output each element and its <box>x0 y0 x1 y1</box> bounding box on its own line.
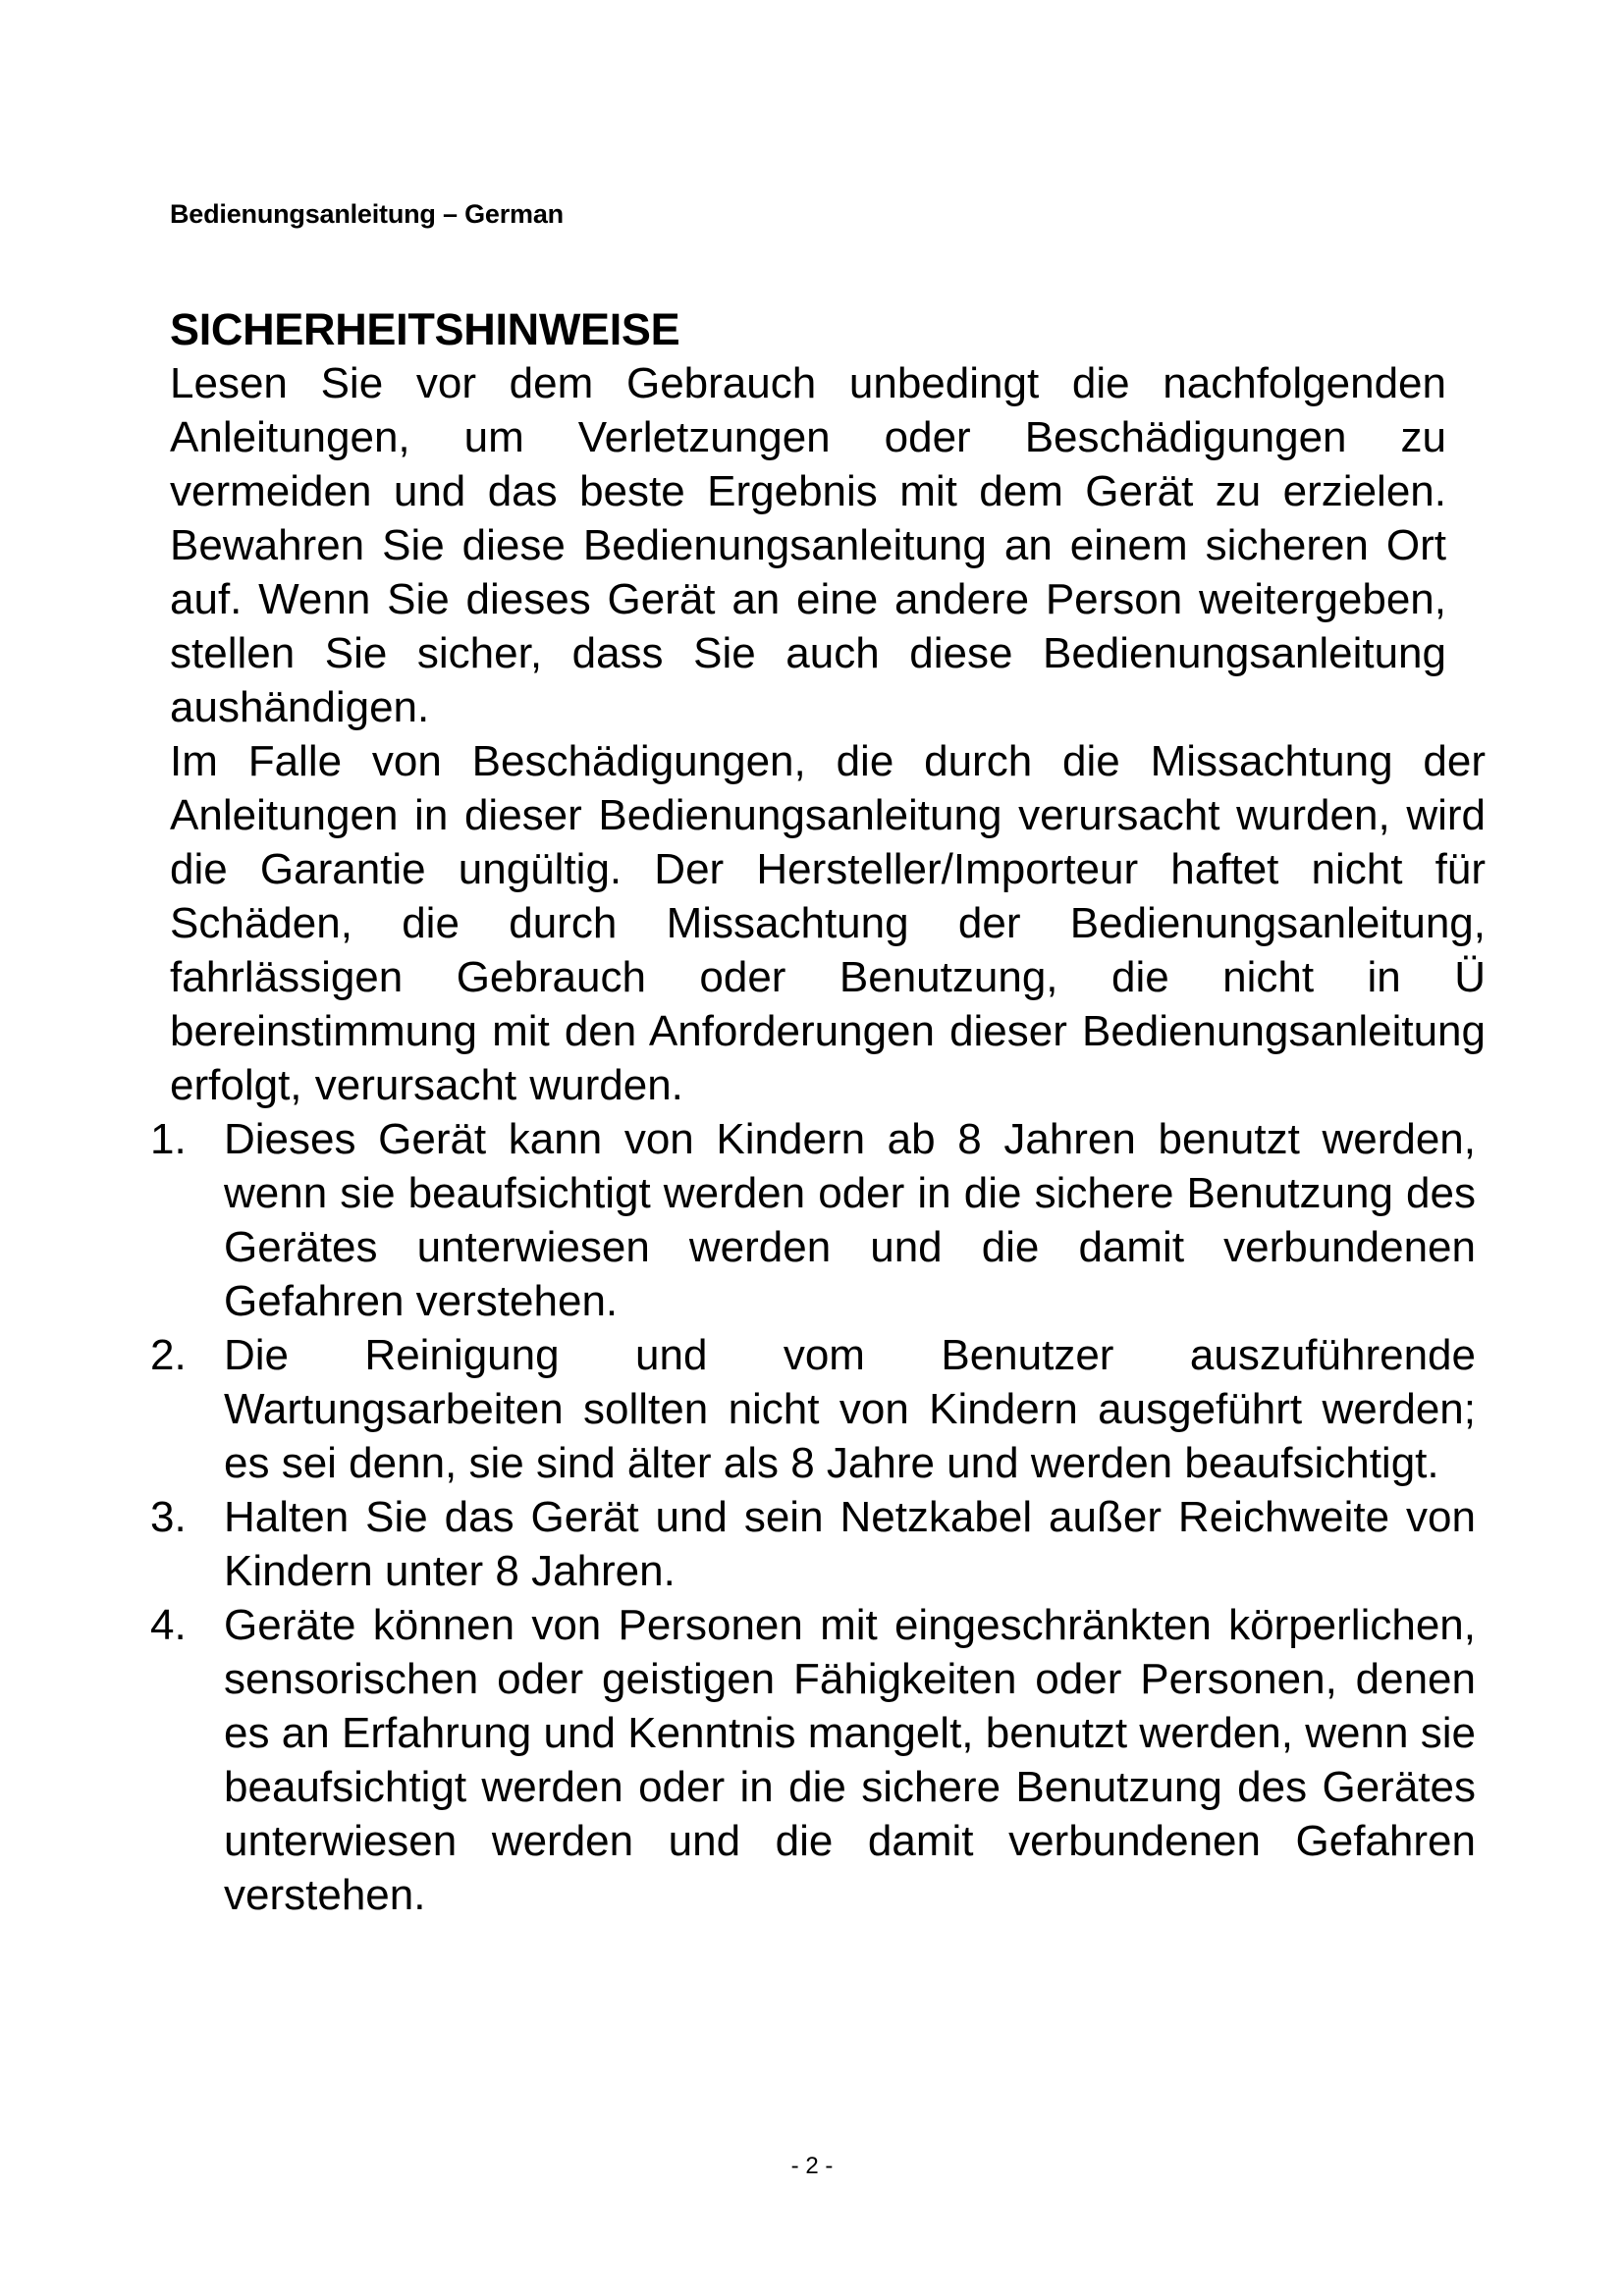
safety-section <box>150 302 1486 1922</box>
warranty-paragraph: Im Falle von Beschädigungen, die durch die Missachtung der Anleitungen in dieser Bedienungsanleitung verursacht wurden, wird die Garantie ungültig. Der Hersteller/Importeur haftet nicht für Schäden, die durch Missachtung der Bedienungsanleitung, fahrlässigen Gebrauch oder Benutzung, die nicht in Ü bereinstimmung mit den Anforderungen dieser Bedienungsanleitung erfolgt, verursacht wurden. <box>170 737 1486 1109</box>
list-item-number: 2. <box>150 1331 187 1379</box>
list-item <box>150 1112 1476 1328</box>
list-item-number: 4. <box>150 1601 187 1649</box>
list-item <box>150 1490 1476 1598</box>
list-item-text: Geräte können von Personen mit eingeschränkten körperlichen, sensorischen oder geistigen Fähigkeiten oder Personen, denen es an Erfahrung und Kenntnis mangelt, benutzt werden, wenn sie beaufsichtigt werden oder in die sichere Benutzung des Gerätes unterwiesen werden und die damit verbundenen Gefahren verstehen. <box>224 1601 1476 1919</box>
list-item-number: 1. <box>150 1115 187 1163</box>
page-number: - 2 - <box>790 2153 834 2179</box>
list-item-text: Dieses Gerät kann von Kindern ab 8 Jahren benutzt werden, wenn sie beaufsichtigt werden oder in die sichere Benutzung des Gerätes unterwiesen werden und die damit verbundenen Gefahren verstehen. <box>224 1115 1476 1325</box>
list-item-text: Die Reinigung und vom Benutzer auszuführende Wartungsarbeiten sollten nicht von Kindern ausgeführt werden; es sei denn, sie sind älter als 8 Jahre und werden beaufsichtigt. <box>224 1331 1476 1487</box>
page-header: Bedienungsanleitung – German <box>170 199 564 229</box>
list-item <box>150 1328 1476 1490</box>
section-title: SICHERHEITSHINWEISE <box>170 304 680 354</box>
list-item-text: Halten Sie das Gerät und sein Netzkabel außer Reichweite von Kindern unter 8 Jahren. <box>224 1493 1476 1595</box>
intro-paragraph: Lesen Sie vor dem Gebrauch unbedingt die nachfolgenden Anleitungen, um Verletzungen oder Beschädigungen zu vermeiden und das beste Ergebnis mit dem Gerät zu erzielen. Bewahren Sie diese Bedienungsanleitung an einem sicheren Ort auf. Wenn Sie dieses Gerät an eine andere Person weitergeben, stellen Sie sicher, dass Sie auch diese Bedienungsanleitung aushändigen. <box>170 359 1446 731</box>
list-item <box>150 1598 1476 1922</box>
list-item-number: 3. <box>150 1493 187 1541</box>
safety-list <box>150 1112 1486 1922</box>
